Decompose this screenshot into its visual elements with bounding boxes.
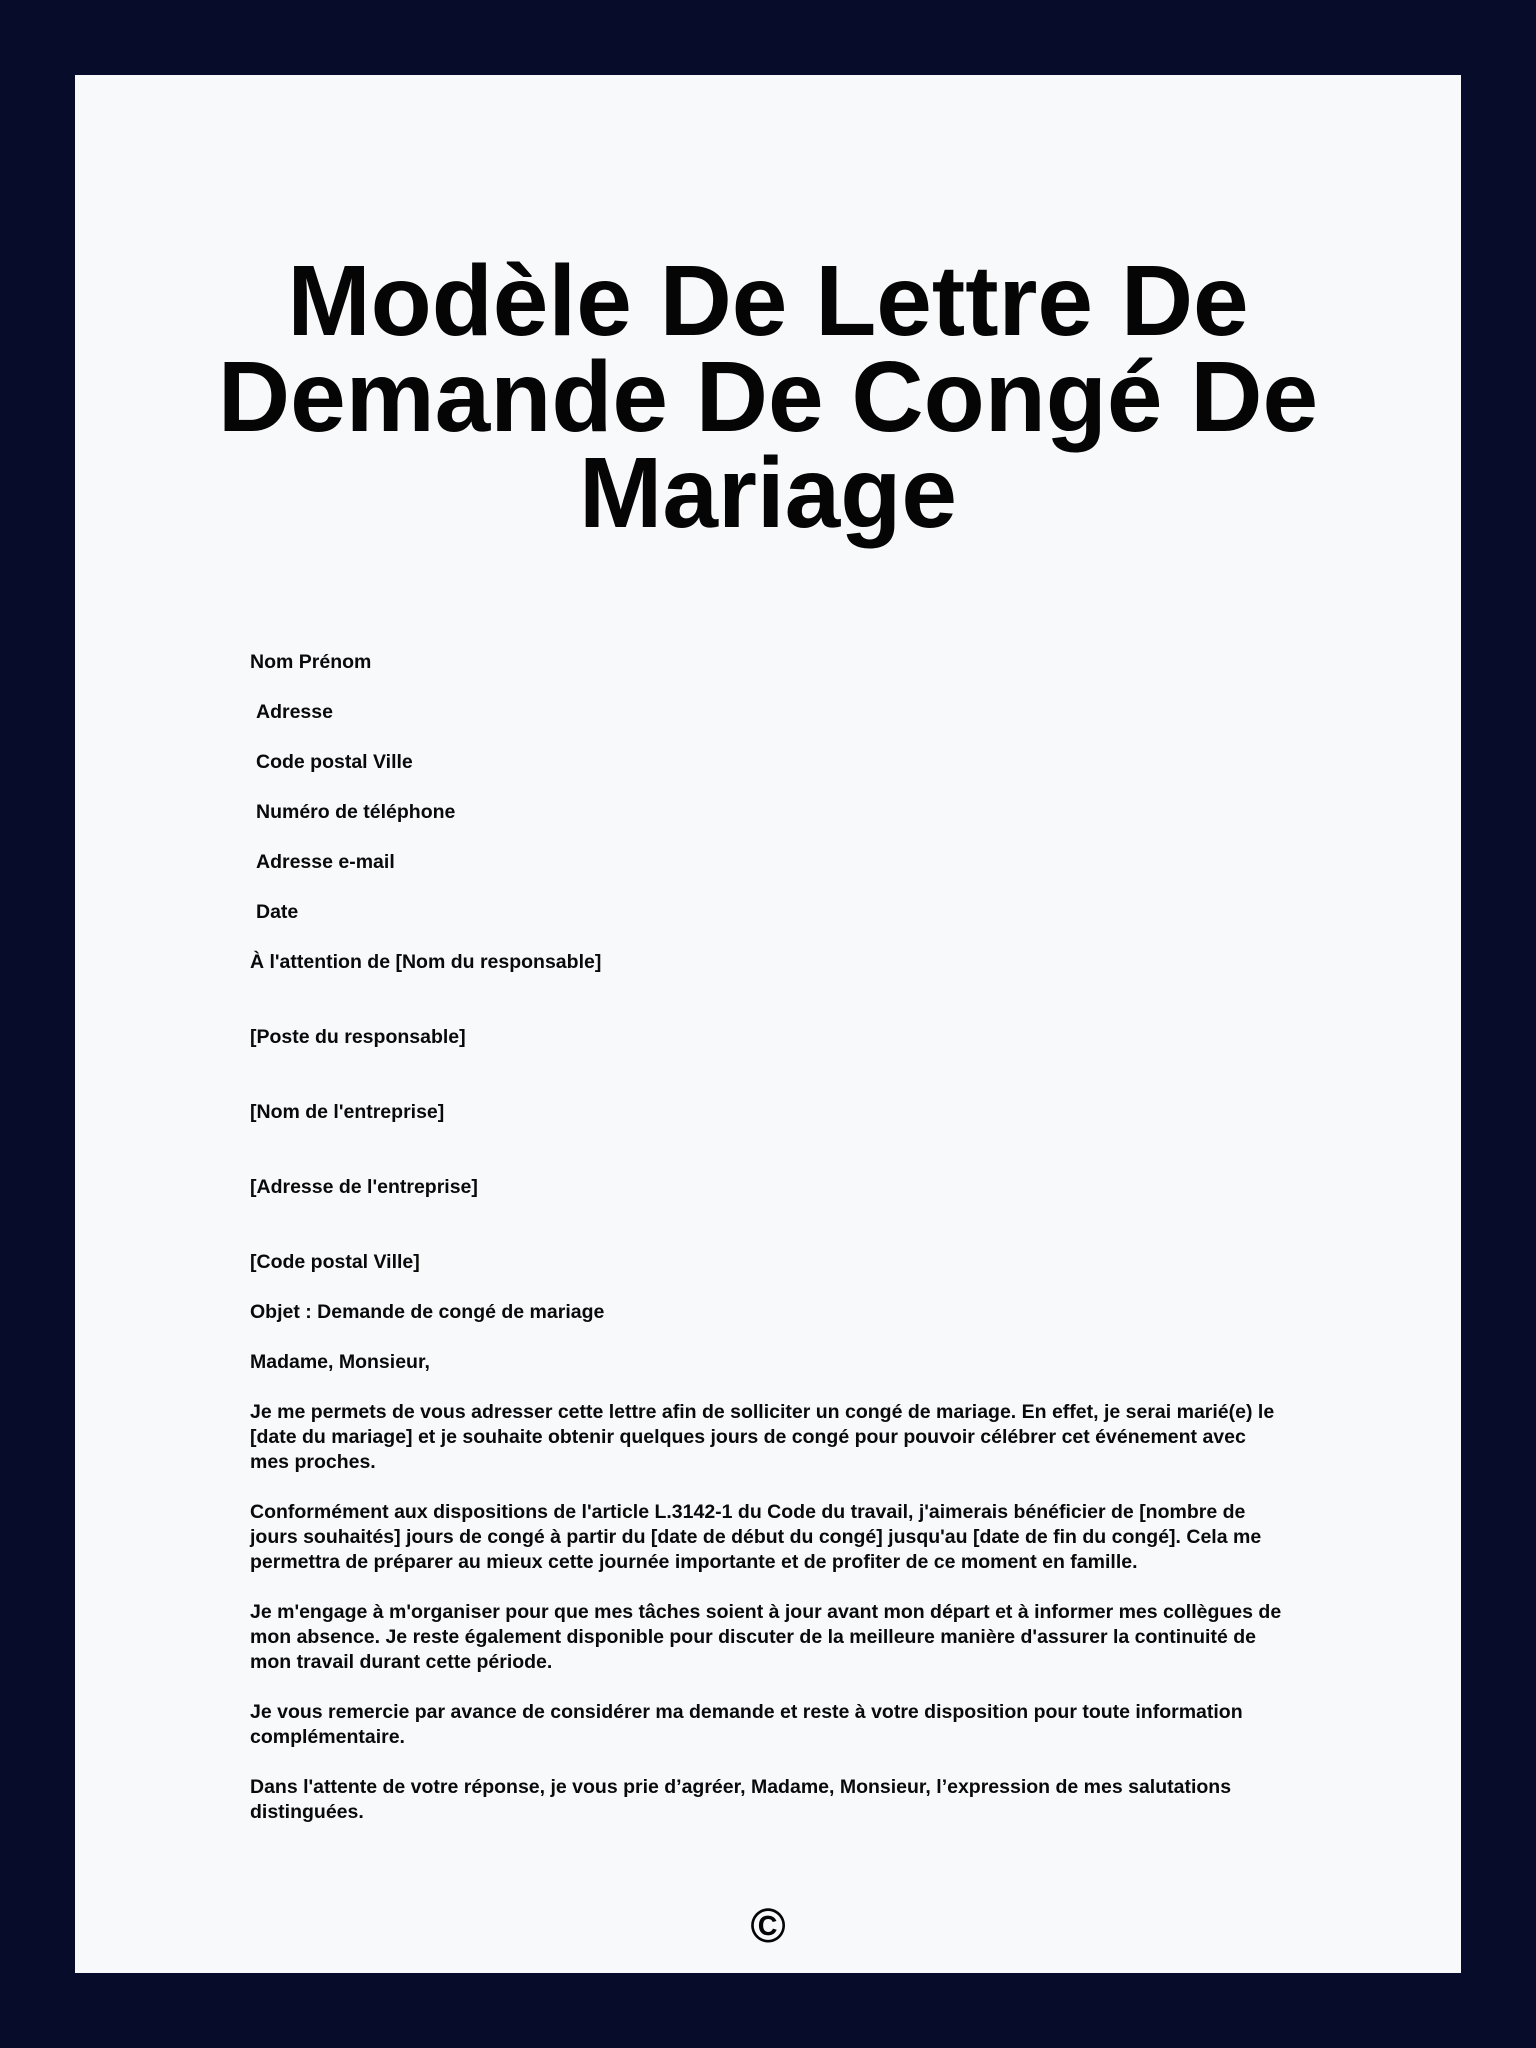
recipient-postal-city: [Code postal Ville] [250, 1251, 420, 1273]
sender-postal-city: Code postal Ville [256, 751, 413, 773]
sender-email: Adresse e-mail [256, 851, 395, 873]
sender-name: Nom Prénom [250, 651, 372, 673]
letter-paragraph: Conformément aux dispositions de l'article L.3142-1 du Code du travail, j'aimerais bénéficier de [nombre de jours souhaités] jours de congé à partir du [date de début du congé] jusqu'au [date de fin du congé]. Cela me permettra de préparer au mieux cette journée importante et de profiter de ce moment en famille. [250, 1501, 1262, 1573]
recipient-company-address: [Adresse de l'entreprise] [250, 1176, 478, 1198]
letter-paragraph: Je me permets de vous adresser cette lettre afin de solliciter un congé de mariage. En effet, je serai marié(e) le [date du mariage] et je souhaite obtenir quelques jours de congé pour pouvoir célébrer cet événement avec mes proches. [250, 1401, 1275, 1473]
copyright-icon: © [750, 1900, 786, 1953]
sender-address: Adresse [256, 701, 333, 723]
letter-salutation: Madame, Monsieur, [250, 1351, 430, 1373]
letter-paragraph: Je vous remercie par avance de considérer ma demande et reste à votre disposition pour toute information complémentaire. [250, 1701, 1243, 1748]
sender-date: Date [256, 901, 299, 923]
letter-subject: Objet : Demande de congé de mariage [250, 1301, 605, 1323]
document-title: Modèle De Lettre De Demande De Congé De Mariage [217, 245, 1319, 549]
sender-phone: Numéro de téléphone [256, 801, 456, 823]
recipient-company: [Nom de l'entreprise] [250, 1101, 445, 1123]
letter-closing: Dans l'attente de votre réponse, je vous prie d’agréer, Madame, Monsieur, l’expression de mes salutations distinguées. [250, 1776, 1232, 1823]
letter-page [75, 75, 1461, 1973]
letter-body [250, 650, 1290, 1850]
recipient-attention: À l'attention de [Nom du responsable] [250, 951, 602, 973]
recipient-position: [Poste du responsable] [250, 1026, 466, 1048]
letter-paragraph: Je m'engage à m'organiser pour que mes tâches soient à jour avant mon départ et à informer mes collègues de mon absence. Je reste également disponible pour discuter de la meilleure manière d'assurer la continuité de mon travail durant cette période. [250, 1601, 1282, 1673]
